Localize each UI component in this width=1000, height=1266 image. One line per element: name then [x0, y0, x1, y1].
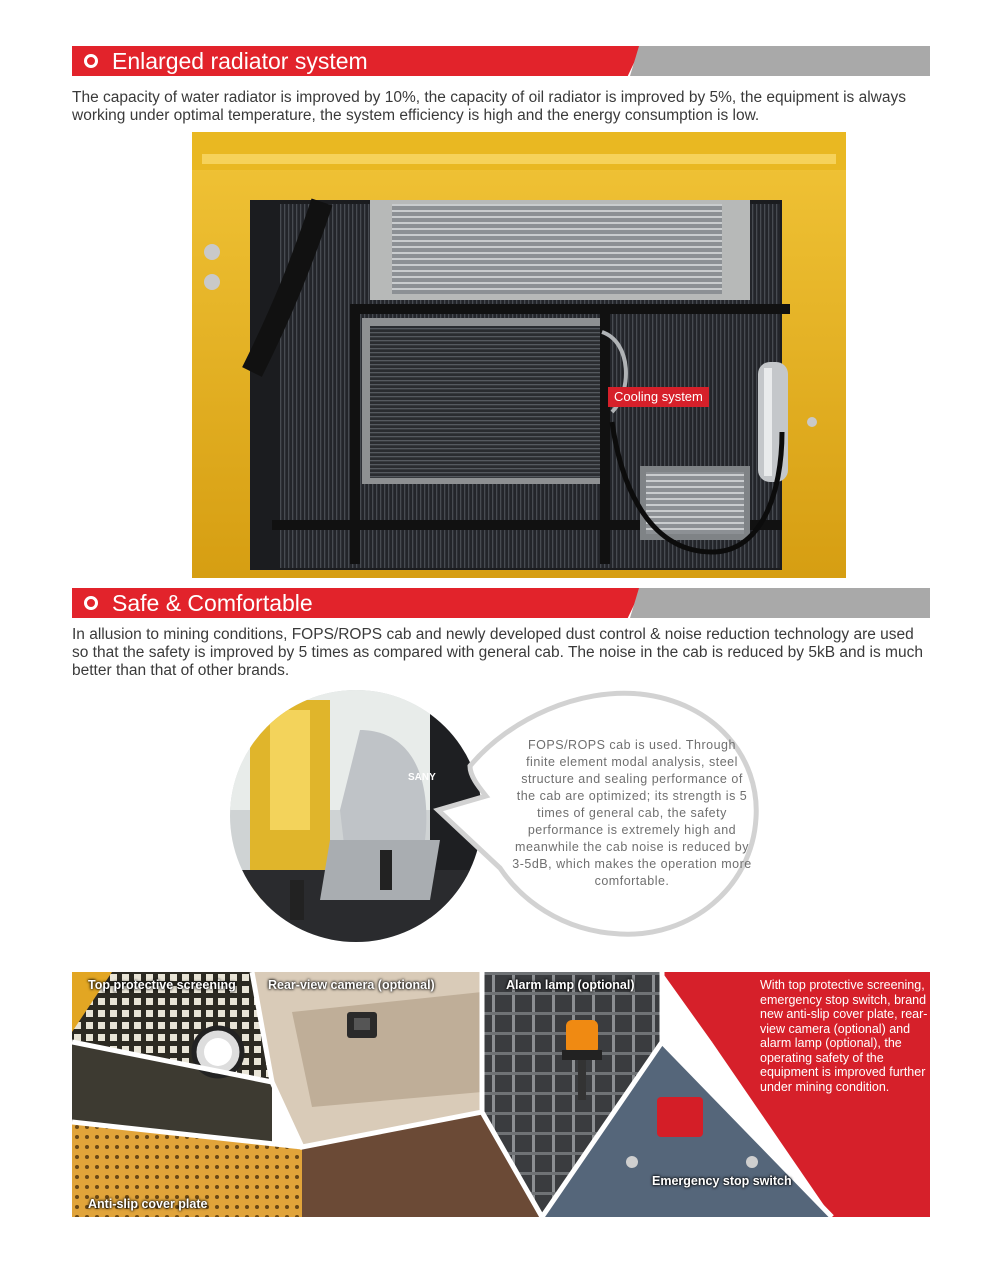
collage-summary-text: With top protective screening, emergency stop switch, brand new anti-slip cover plate, rear-view camera (optional) and alarm lamp (optional), the operating safety of the equipment is improved further under mining condition. — [760, 978, 928, 1094]
section-header-safety — [72, 588, 930, 618]
section-title: Safe & Comfortable — [112, 590, 313, 616]
header-grey-band — [630, 588, 930, 618]
header-grey-band — [630, 46, 930, 76]
label-anti-slip-cover-plate: Anti-slip cover plate — [88, 1197, 208, 1211]
bullet-ring-icon — [84, 54, 98, 68]
label-emergency-stop-switch: Emergency stop switch — [652, 1174, 792, 1188]
safety-description: In allusion to mining conditions, FOPS/ROPS cab and newly developed dust control & noise reduction technology are used so that the safety is improved by 5 times as compared with general cab. The noise in the cab is reduced by 5kB and is much better than that of other brands. — [72, 626, 923, 679]
seat-brand-text: SANY — [408, 772, 436, 783]
radiator-photo — [192, 132, 846, 578]
label-alarm-lamp: Alarm lamp (optional) — [506, 978, 635, 992]
label-rear-view-camera: Rear-view camera (optional) — [268, 978, 435, 992]
bullet-ring-icon — [84, 596, 98, 610]
bubble-text: FOPS/ROPS cab is used. Through finite element modal analysis, steel structure and sealing performance of the cab are optimized; its strength is 5 times of general cab, the safety performance is extremely high and meanwhile the cab noise is reduced by 3-5dB, which makes the operation more comfortable. — [512, 738, 752, 888]
cooling-system-label: Cooling system — [608, 387, 709, 407]
label-top-protective-screening: Top protective screening — [88, 978, 236, 992]
section-title: Enlarged radiator system — [112, 48, 368, 74]
radiator-description: The capacity of water radiator is improved by 10%, the capacity of oil radiator is improved by 5%, the equipment is always working under optimal temperature, the system efficiency is high and the energy consumption is low. — [72, 89, 906, 124]
section-header-radiator — [72, 46, 930, 76]
